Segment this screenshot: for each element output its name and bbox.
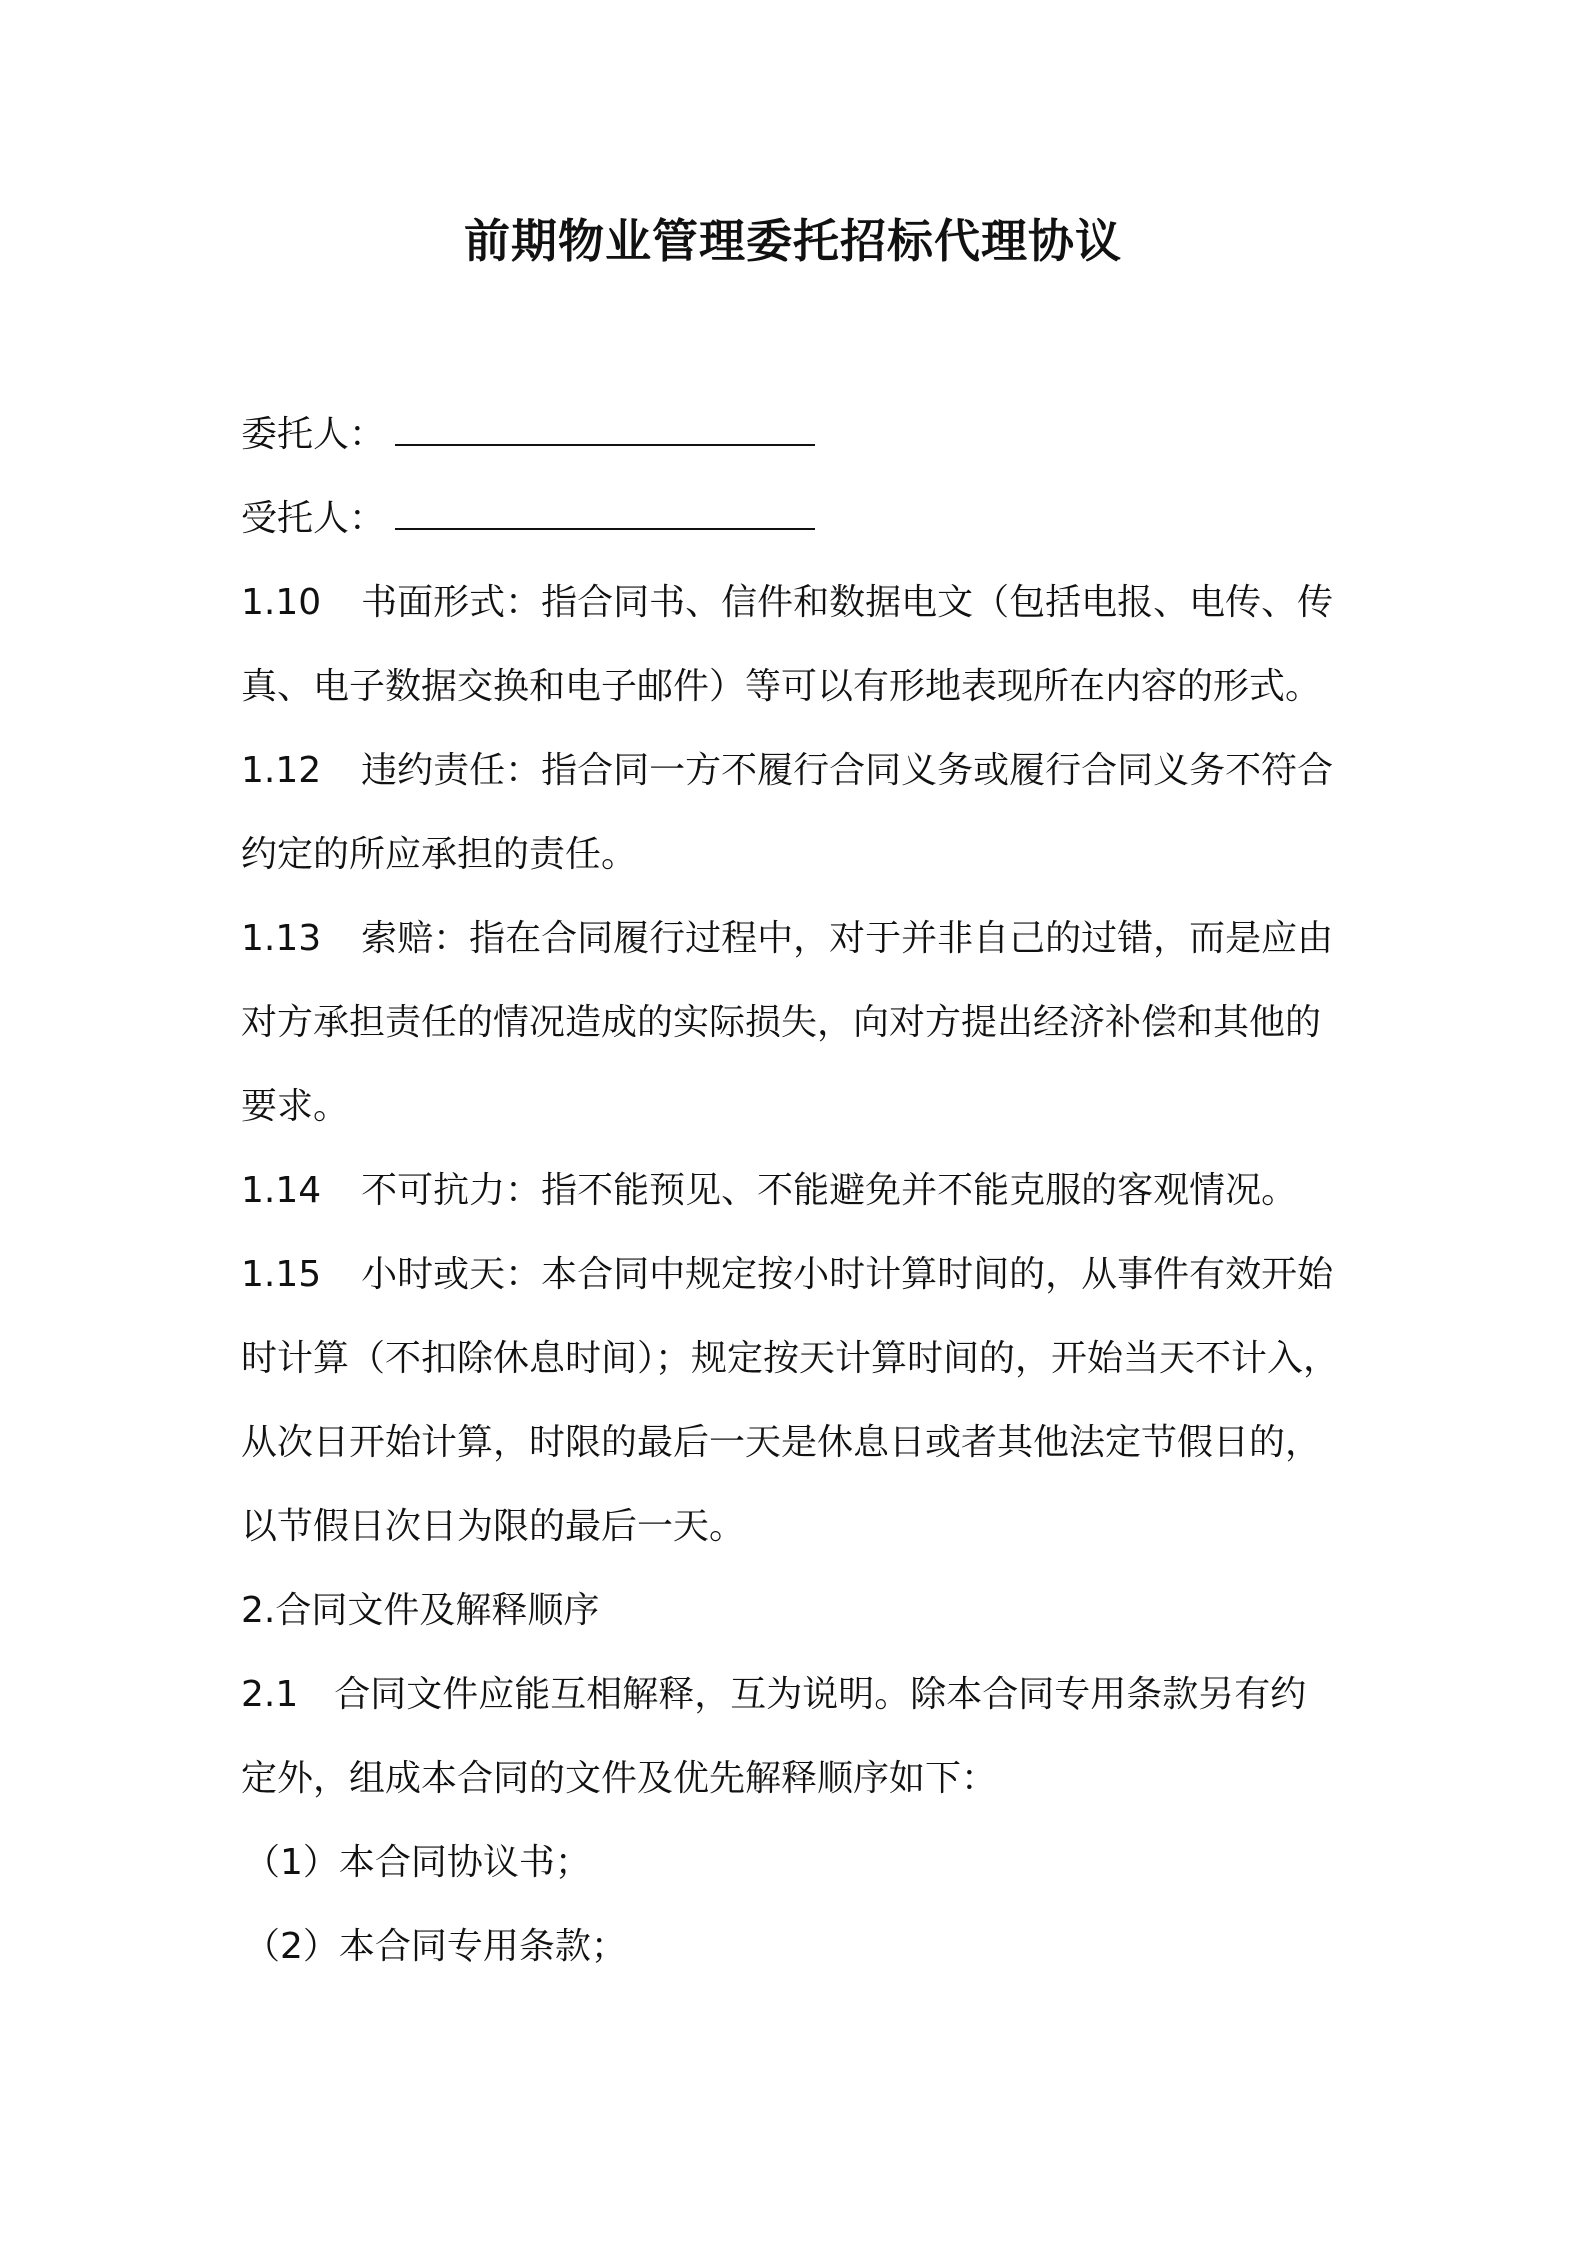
clause-number: 1.12 (241, 750, 322, 791)
section-2-heading: 2.合同文件及解释顺序 (241, 1590, 600, 1631)
clause-text: 不可抗力：指不能预见、不能避免并不能克服的客观情况。 (361, 1170, 1298, 1211)
clause-1-15-line-3 (241, 1418, 1321, 1468)
agent-blank (395, 498, 815, 530)
principal-line (241, 410, 815, 460)
clause-text: 时计算（不扣除休息时间）；规定按天计算时间的，开始当天不计入， (241, 1338, 1340, 1379)
clause-1-14-line-1 (241, 1166, 1297, 1216)
clause-1-13-line-2 (241, 998, 1321, 1048)
clause-number: 2.1 (241, 1674, 299, 1715)
clause-text: 合同文件应能互相解释，互为说明。除本合同专用条款另有约 (334, 1674, 1307, 1715)
principal-blank (395, 414, 815, 446)
clause-number: 1.15 (241, 1254, 322, 1295)
clause-1-10-line-1 (241, 578, 1333, 628)
clause-number: 1.10 (241, 582, 322, 623)
clause-1-15-line-4 (241, 1502, 745, 1552)
list-item: （2）本合同专用条款； (244, 1926, 627, 1967)
list-item: （1）本合同协议书； (244, 1842, 591, 1883)
clause-1-12-line-1 (241, 746, 1333, 796)
clause-1-15-line-2 (241, 1334, 1339, 1384)
clause-text: 从次日开始计算，时限的最后一天是休息日或者其他法定节假日的， (241, 1422, 1322, 1463)
clause-text: 真、电子数据交换和电子邮件）等可以有形地表现所在内容的形式。 (241, 666, 1322, 707)
agent-line (241, 494, 815, 544)
clause-1-15-line-1 (241, 1250, 1333, 1300)
agent-label: 受托人： (241, 498, 386, 539)
clause-1-13-line-1 (241, 914, 1333, 964)
clause-1-12-line-2 (241, 830, 637, 880)
clause-text: 索赔：指在合同履行过程中，对于并非自己的过错，而是应由 (361, 918, 1334, 959)
clause-text: 违约责任：指合同一方不履行合同义务或履行合同义务不符合 (361, 750, 1334, 791)
clause-text: 要求。 (241, 1086, 350, 1127)
clause-text: 以节假日次日为限的最后一天。 (241, 1506, 746, 1547)
clause-number: 1.13 (241, 918, 322, 959)
clause-1-10-line-2 (241, 662, 1321, 712)
document-title: 前期物业管理委托招标代理协议 (464, 214, 1122, 268)
principal-label: 委托人： (241, 414, 386, 455)
clause-text: 约定的所应承担的责任。 (241, 834, 638, 875)
clause-number: 1.14 (241, 1170, 322, 1211)
clause-text: 定外，组成本合同的文件及优先解释顺序如下： (241, 1758, 998, 1799)
clause-2-1-line-2 (241, 1754, 997, 1804)
clause-text: 书面形式：指合同书、信件和数据电文（包括电报、电传、传 (361, 582, 1334, 623)
clause-1-13-line-3 (241, 1082, 349, 1132)
clause-text: 对方承担责任的情况造成的实际损失，向对方提出经济补偿和其他的 (241, 1002, 1322, 1043)
clause-text: 小时或天：本合同中规定按小时计算时间的，从事件有效开始 (361, 1254, 1334, 1295)
clause-2-1-line-1 (241, 1670, 1306, 1720)
